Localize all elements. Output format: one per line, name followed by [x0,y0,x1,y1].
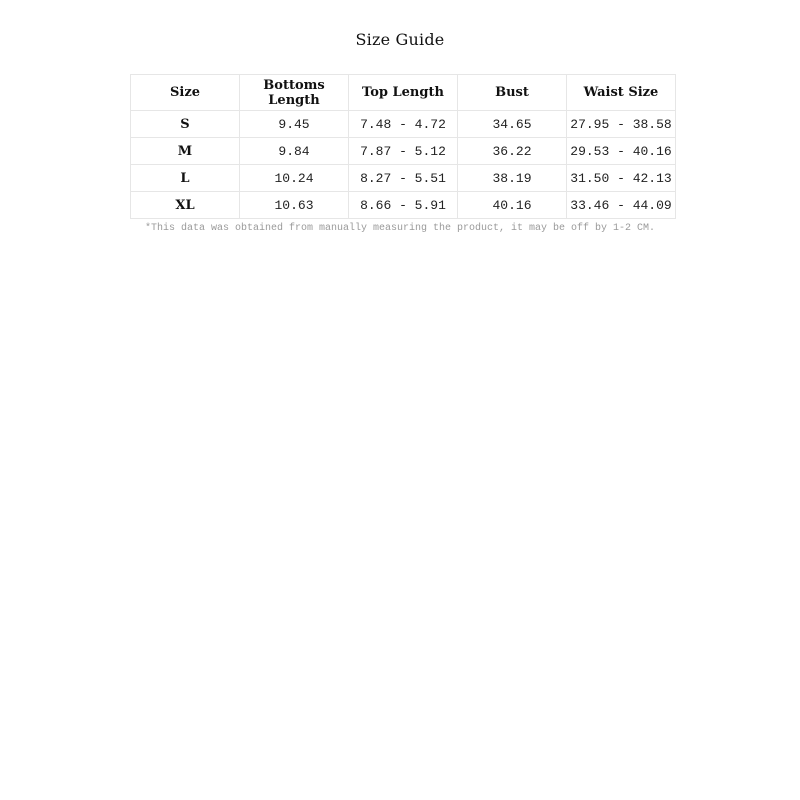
header-waist-size: Waist Size [567,75,676,111]
header-top-length: Top Length [349,75,458,111]
top-length-cell: 7.87 - 5.12 [349,138,458,165]
table-row [131,165,676,192]
bust-cell: 36.22 [458,138,567,165]
size-cell: XL [131,192,240,219]
bust-cell: 34.65 [458,111,567,138]
header-bottoms-length: Bottoms Length [240,75,349,111]
bottoms-length-cell: 10.63 [240,192,349,219]
table-row [131,192,676,219]
size-guide-table [130,74,676,219]
table-header-row [131,75,676,111]
header-size: Size [131,75,240,111]
bust-cell: 38.19 [458,165,567,192]
table-row [131,138,676,165]
bottoms-length-cell: 10.24 [240,165,349,192]
waist-size-cell: 29.53 - 40.16 [567,138,676,165]
waist-size-cell: 33.46 - 44.09 [567,192,676,219]
top-length-cell: 7.48 - 4.72 [349,111,458,138]
measurement-note: *This data was obtained from manually measuring the product, it may be off by 1-2 CM. [144,223,656,234]
page-title: Size Guide [355,30,445,49]
top-length-cell: 8.27 - 5.51 [349,165,458,192]
top-length-cell: 8.66 - 5.91 [349,192,458,219]
size-cell: S [131,111,240,138]
size-cell: M [131,138,240,165]
waist-size-cell: 31.50 - 42.13 [567,165,676,192]
size-cell: L [131,165,240,192]
bust-cell: 40.16 [458,192,567,219]
waist-size-cell: 27.95 - 38.58 [567,111,676,138]
header-bust: Bust [458,75,567,111]
bottoms-length-cell: 9.45 [240,111,349,138]
bottoms-length-cell: 9.84 [240,138,349,165]
table-row [131,111,676,138]
